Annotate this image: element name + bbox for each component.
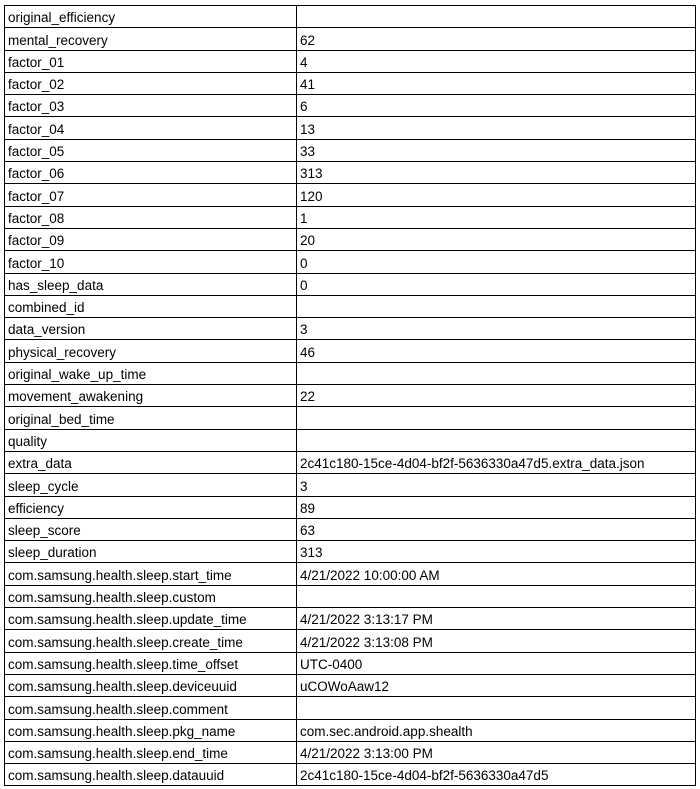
field-value-cell[interactable]: com.sec.android.app.shealth <box>297 719 696 741</box>
field-value-cell[interactable]: 3 <box>297 474 696 496</box>
field-value-cell[interactable]: 63 <box>297 518 696 540</box>
table-row <box>5 585 696 607</box>
table-row <box>5 228 696 250</box>
field-name-cell[interactable]: factor_10 <box>5 251 297 273</box>
field-value-cell[interactable] <box>297 585 696 607</box>
field-name-cell[interactable]: quality <box>5 429 297 451</box>
field-name-cell[interactable]: sleep_cycle <box>5 474 297 496</box>
field-value-cell[interactable]: uCOWoAaw12 <box>297 674 696 696</box>
field-name-cell[interactable]: physical_recovery <box>5 340 297 362</box>
field-name-cell[interactable]: movement_awakening <box>5 385 297 407</box>
table-row <box>5 496 696 518</box>
field-value-cell[interactable]: 22 <box>297 385 696 407</box>
table-row <box>5 362 696 384</box>
field-name-cell[interactable]: com.samsung.health.sleep.deviceuuid <box>5 674 297 696</box>
table-row <box>5 608 696 630</box>
field-name-cell[interactable]: factor_06 <box>5 162 297 184</box>
table-row <box>5 162 696 184</box>
table-row <box>5 251 696 273</box>
field-value-cell[interactable]: 4 <box>297 50 696 72</box>
table-row <box>5 764 696 786</box>
field-name-cell[interactable]: combined_id <box>5 295 297 317</box>
field-value-cell[interactable]: 313 <box>297 541 696 563</box>
field-name-cell[interactable]: com.samsung.health.sleep.comment <box>5 697 297 719</box>
field-value-cell[interactable]: 4/21/2022 10:00:00 AM <box>297 563 696 585</box>
field-name-cell[interactable]: sleep_score <box>5 518 297 540</box>
field-name-cell[interactable]: com.samsung.health.sleep.create_time <box>5 630 297 652</box>
table-row <box>5 72 696 94</box>
field-value-cell[interactable]: 62 <box>297 28 696 50</box>
field-value-cell[interactable]: 4/21/2022 3:13:08 PM <box>297 630 696 652</box>
field-value-cell[interactable] <box>297 697 696 719</box>
table-row <box>5 719 696 741</box>
field-name-cell[interactable]: efficiency <box>5 496 297 518</box>
table-row <box>5 340 696 362</box>
field-name-cell[interactable]: factor_08 <box>5 206 297 228</box>
field-value-cell[interactable]: 20 <box>297 228 696 250</box>
field-value-cell[interactable]: 120 <box>297 184 696 206</box>
field-name-cell[interactable]: has_sleep_data <box>5 273 297 295</box>
table-row <box>5 563 696 585</box>
field-value-cell[interactable]: 1 <box>297 206 696 228</box>
field-name-cell[interactable]: mental_recovery <box>5 28 297 50</box>
field-name-cell[interactable]: factor_01 <box>5 50 297 72</box>
field-name-cell[interactable]: original_bed_time <box>5 407 297 429</box>
field-name-cell[interactable]: factor_04 <box>5 117 297 139</box>
table-row <box>5 697 696 719</box>
field-value-cell[interactable]: 33 <box>297 139 696 161</box>
table-row <box>5 429 696 451</box>
table-row <box>5 474 696 496</box>
table-row <box>5 652 696 674</box>
field-name-cell[interactable]: com.samsung.health.sleep.custom <box>5 585 297 607</box>
table-row <box>5 451 696 473</box>
table-row <box>5 295 696 317</box>
table-row <box>5 6 696 28</box>
field-name-cell[interactable]: factor_05 <box>5 139 297 161</box>
field-name-cell[interactable]: com.samsung.health.sleep.update_time <box>5 608 297 630</box>
table-row <box>5 184 696 206</box>
field-name-cell[interactable]: com.samsung.health.sleep.pkg_name <box>5 719 297 741</box>
field-name-cell[interactable]: factor_07 <box>5 184 297 206</box>
field-value-cell[interactable]: 2c41c180-15ce-4d04-bf2f-5636330a47d5.extra_data.json <box>297 451 696 473</box>
field-value-cell[interactable]: 0 <box>297 251 696 273</box>
field-name-cell[interactable]: factor_09 <box>5 228 297 250</box>
table-row <box>5 630 696 652</box>
table-row <box>5 318 696 340</box>
table-row <box>5 385 696 407</box>
table-row <box>5 28 696 50</box>
field-value-cell[interactable] <box>297 429 696 451</box>
field-value-cell[interactable]: 46 <box>297 340 696 362</box>
table-body <box>5 6 696 786</box>
field-value-cell[interactable]: UTC-0400 <box>297 652 696 674</box>
table-row <box>5 117 696 139</box>
table-row <box>5 407 696 429</box>
field-value-cell[interactable]: 313 <box>297 162 696 184</box>
table-row <box>5 273 696 295</box>
field-value-cell[interactable] <box>297 6 696 28</box>
field-value-cell[interactable]: 13 <box>297 117 696 139</box>
field-value-cell[interactable]: 3 <box>297 318 696 340</box>
table-row <box>5 541 696 563</box>
field-name-cell[interactable]: factor_03 <box>5 95 297 117</box>
field-name-cell[interactable]: original_wake_up_time <box>5 362 297 384</box>
data-table <box>4 5 696 786</box>
field-name-cell[interactable]: data_version <box>5 318 297 340</box>
field-name-cell[interactable]: com.samsung.health.sleep.time_offset <box>5 652 297 674</box>
field-name-cell[interactable]: original_efficiency <box>5 6 297 28</box>
table-row <box>5 95 696 117</box>
field-value-cell[interactable]: 2c41c180-15ce-4d04-bf2f-5636330a47d5 <box>297 764 696 786</box>
field-name-cell[interactable]: factor_02 <box>5 72 297 94</box>
field-name-cell[interactable]: com.samsung.health.sleep.end_time <box>5 741 297 763</box>
field-value-cell[interactable] <box>297 407 696 429</box>
field-value-cell[interactable]: 89 <box>297 496 696 518</box>
field-value-cell[interactable] <box>297 362 696 384</box>
field-value-cell[interactable]: 6 <box>297 95 696 117</box>
field-value-cell[interactable]: 41 <box>297 72 696 94</box>
field-value-cell[interactable] <box>297 295 696 317</box>
table-row <box>5 674 696 696</box>
table-row <box>5 139 696 161</box>
field-value-cell[interactable]: 0 <box>297 273 696 295</box>
field-value-cell[interactable]: 4/21/2022 3:13:00 PM <box>297 741 696 763</box>
field-name-cell[interactable]: sleep_duration <box>5 541 297 563</box>
table-row <box>5 741 696 763</box>
table-row <box>5 518 696 540</box>
table-row <box>5 206 696 228</box>
field-name-cell[interactable]: com.samsung.health.sleep.start_time <box>5 563 297 585</box>
field-value-cell[interactable]: 4/21/2022 3:13:17 PM <box>297 608 696 630</box>
table-row <box>5 50 696 72</box>
field-name-cell[interactable]: extra_data <box>5 451 297 473</box>
field-name-cell[interactable]: com.samsung.health.sleep.datauuid <box>5 764 297 786</box>
